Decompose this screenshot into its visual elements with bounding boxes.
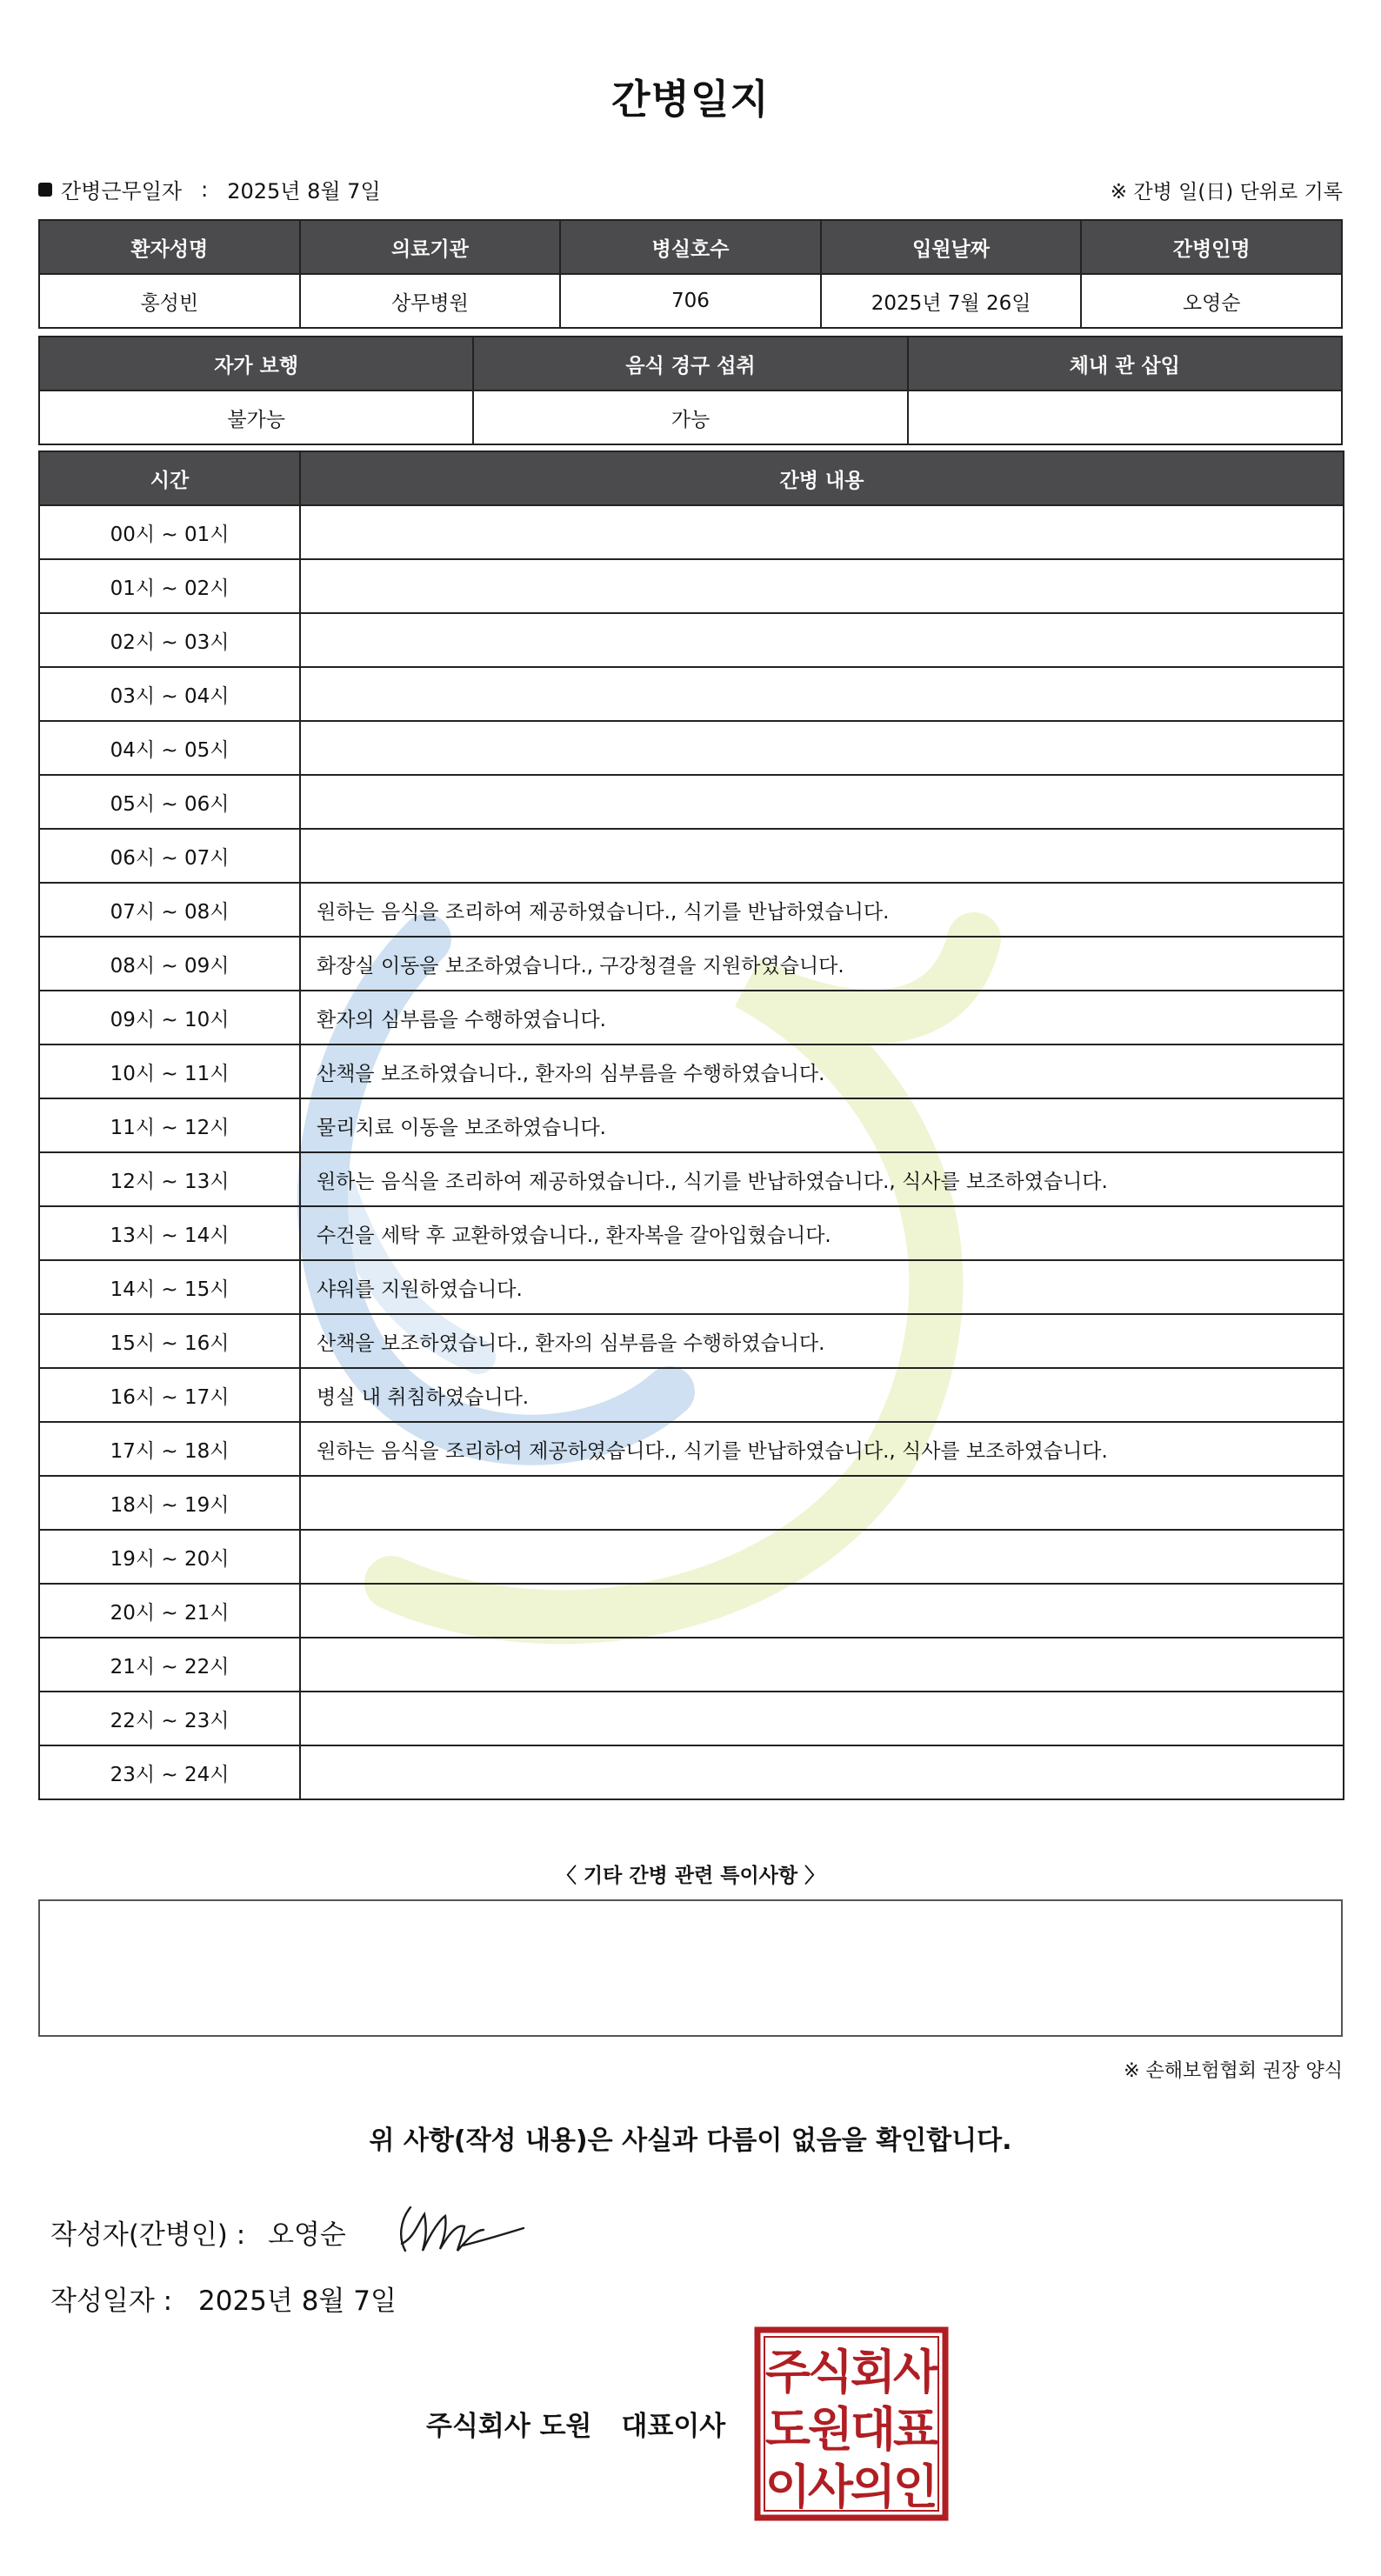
care-content: 수건을 세탁 후 교환하였습니다., 환자복을 갈아입혔습니다. [300,1206,1344,1260]
time-slot: 03시 ~ 04시 [39,667,300,721]
care-content [300,1638,1344,1692]
table-row [39,829,1344,883]
writer-line [50,2212,346,2252]
ceo-title: 대표이사 [621,2411,726,2442]
time-slot: 11시 ~ 12시 [39,1098,300,1152]
written-date-value: 2025년 8월 7일 [198,2286,397,2317]
time-slot: 01시 ~ 02시 [39,559,300,613]
time-slot: 16시 ~ 17시 [39,1368,300,1422]
care-content: 화장실 이동을 보조하였습니다., 구강청결을 지원하였습니다. [300,937,1344,991]
table-row [39,613,1344,667]
written-date-line [50,2279,397,2318]
time-slot: 21시 ~ 22시 [39,1638,300,1692]
header-oral-intake: 음식 경구 섭취 [473,337,907,390]
care-content [300,667,1344,721]
tube-insertion-value [908,390,1342,444]
table-row [39,1476,1344,1530]
table-row [39,1638,1344,1692]
confirm-statement: 위 사항(작성 내용)은 사실과 다름이 없음을 확인합니다. [369,2126,1012,2156]
care-content [300,1692,1344,1745]
care-content: 원하는 음식을 조리하여 제공하였습니다., 식기를 반납하였습니다., 식사를 보조하였습니다. [300,1152,1344,1206]
time-slot: 10시 ~ 11시 [39,1044,300,1098]
seal-glyph: 회 [850,2345,897,2399]
caregiver-name: 오영순 [1081,274,1342,328]
care-content: 산책을 보조하였습니다., 환자의 심부름을 수행하였습니다. [300,1044,1344,1098]
care-content: 원하는 음식을 조리하여 제공하였습니다., 식기를 반납하였습니다. [300,883,1344,937]
writer-name: 오영순 [268,2219,346,2251]
header-room: 병실호수 [560,220,821,274]
header-caregiver: 간병인명 [1081,220,1342,274]
table-row [39,1745,1344,1799]
work-date-label: 간병근무일자 [61,179,183,204]
time-slot: 23시 ~ 24시 [39,1745,300,1799]
header-self-walking: 자가 보행 [39,337,473,390]
extra-notes-box [38,1899,1343,2037]
care-content [300,613,1344,667]
time-slot: 19시 ~ 20시 [39,1530,300,1584]
time-slot: 14시 ~ 15시 [39,1260,300,1314]
seal-glyph: 사 [892,2345,939,2399]
header-tube-insertion: 체내 관 삽입 [908,337,1342,390]
time-slot: 04시 ~ 05시 [39,721,300,775]
writer-label: 작성자(간병인) : [50,2219,246,2251]
table-row [39,775,1344,829]
table-row [39,1152,1344,1206]
record-note: ※ 간병 일(日) 단위로 기록 [1110,181,1343,204]
admission-date: 2025년 7월 26일 [821,274,1082,328]
header-hospital: 의료기관 [300,220,561,274]
patient-status-table [38,336,1343,445]
care-content [300,559,1344,613]
form-note: ※ 손해보험협회 권장 양식 [1124,2060,1343,2082]
seal-glyph: 도 [764,2402,811,2457]
care-content [300,721,1344,775]
care-content: 샤워를 지원하였습니다. [300,1260,1344,1314]
self-walking-value: 불가능 [39,390,473,444]
seal-glyph: 표 [892,2402,939,2457]
written-date-label: 작성일자 : [50,2286,173,2317]
table-row [39,1044,1344,1098]
time-slot: 09시 ~ 10시 [39,991,300,1044]
table-row [39,1206,1344,1260]
time-slot: 20시 ~ 21시 [39,1584,300,1638]
table-row [39,667,1344,721]
time-slot: 18시 ~ 19시 [39,1476,300,1530]
time-slot: 12시 ~ 13시 [39,1152,300,1206]
care-content: 병실 내 취침하였습니다. [300,1368,1344,1422]
table-row [39,1692,1344,1745]
time-slot: 17시 ~ 18시 [39,1422,300,1476]
time-slot: 22시 ~ 23시 [39,1692,300,1745]
seal-glyph: 식 [807,2345,854,2399]
seal-glyph: 인 [892,2459,939,2514]
header-admission-date: 입원날짜 [821,220,1082,274]
care-content: 원하는 음식을 조리하여 제공하였습니다., 식기를 반납하였습니다., 식사를 보조하였습니다. [300,1422,1344,1476]
care-content [300,505,1344,559]
table-row [39,1314,1344,1368]
company-seal-icon [753,2326,950,2522]
table-row [39,1098,1344,1152]
table-row [39,991,1344,1044]
table-row [39,1368,1344,1422]
care-content: 물리치료 이동을 보조하였습니다. [300,1098,1344,1152]
table-row [39,721,1344,775]
time-slot: 15시 ~ 16시 [39,1314,300,1368]
care-content [300,1745,1344,1799]
patient-info-table [38,219,1343,329]
table-row [39,1422,1344,1476]
care-content [300,1476,1344,1530]
care-content [300,1530,1344,1584]
table-row [39,559,1344,613]
care-content [300,1584,1344,1638]
time-slot: 02시 ~ 03시 [39,613,300,667]
seal-glyph: 사 [807,2459,854,2514]
table-row [39,505,1344,559]
time-slot: 06시 ~ 07시 [39,829,300,883]
header-patient-name: 환자성명 [39,220,300,274]
seal-glyph: 원 [807,2402,854,2457]
time-slot: 13시 ~ 14시 [39,1206,300,1260]
seal-glyph: 주 [764,2345,811,2399]
header-time: 시간 [39,451,300,505]
bullet-square-icon [38,183,52,197]
work-date-value: 2025년 8월 7일 [227,179,381,204]
table-row [39,1260,1344,1314]
company-name: 주식회사 도원 [426,2411,592,2442]
page-title: 간병일지 [611,76,770,123]
work-date-colon: : [201,177,209,202]
seal-glyph: 이 [764,2459,811,2514]
work-date [38,174,381,204]
extra-notes-label: 〈 기타 간병 관련 특이사항 〉 [556,1865,825,1887]
table-row [39,883,1344,937]
care-content: 환자의 심부름을 수행하였습니다. [300,991,1344,1044]
seal-glyph: 대 [850,2402,897,2457]
table-row [39,937,1344,991]
table-row [39,1530,1344,1584]
table-row [39,1584,1344,1638]
time-slot: 00시 ~ 01시 [39,505,300,559]
time-slot: 07시 ~ 08시 [39,883,300,937]
seal-glyph: 의 [850,2459,897,2514]
room-number: 706 [560,274,821,328]
signature-icon [379,2190,536,2268]
care-content [300,775,1344,829]
company-line [426,2404,725,2443]
patient-name: 홍성빈 [39,274,300,328]
oral-intake-value: 가능 [473,390,907,444]
care-content: 산책을 보조하였습니다., 환자의 심부름을 수행하였습니다. [300,1314,1344,1368]
care-log-table [38,450,1344,1800]
time-slot: 05시 ~ 06시 [39,775,300,829]
care-log-rows [39,505,1344,1799]
header-care-content: 간병 내용 [300,451,1344,505]
care-content [300,829,1344,883]
hospital-name: 상무병원 [300,274,561,328]
time-slot: 08시 ~ 09시 [39,937,300,991]
